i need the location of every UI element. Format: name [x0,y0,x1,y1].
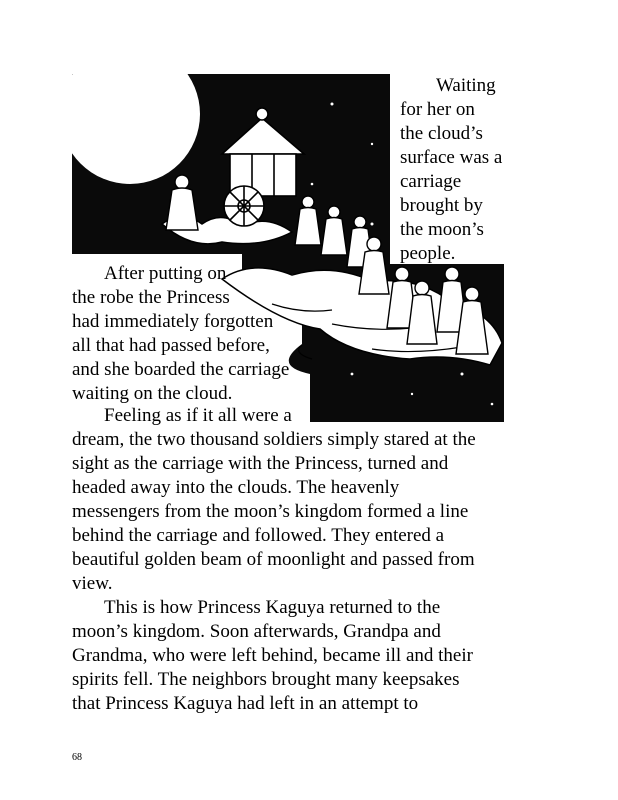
body-line: headed away into the clouds. The heavenly [72,477,400,498]
right-column-line: Waiting [436,75,496,96]
right-column-line: for her on [400,99,475,120]
left-column-line: the robe the Princess [72,287,230,308]
right-column-line: brought by [400,195,483,216]
body-line: spirits fell. The neighbors brought many keepsakes [72,669,460,690]
page-number: 68 [72,752,82,763]
right-column-line: the cloud’s [400,123,483,144]
left-column-line: all that had passed before, [72,335,270,356]
right-column-line: people. [400,243,456,264]
body-line: messengers from the moon’s kingdom formed a line [72,501,469,522]
body-line: behind the carriage and followed. They entered a [72,525,445,546]
body-line: Grandma, who were left behind, became ill and their [72,645,473,666]
right-column-line: carriage [400,171,462,192]
body-line: dream, the two thousand soldiers simply stared at the [72,429,476,450]
body-line: view. [72,573,113,594]
body-line: beautiful golden beam of moonlight and passed from [72,549,475,570]
left-column-line: had immediately forgotten [72,311,274,332]
body-line: moon’s kingdom. Soon afterwards, Grandpa and [72,621,441,642]
body-line: sight as the carriage with the Princess, turned and [72,453,449,474]
right-column-line: surface was a [400,147,503,168]
left-column-line: After putting on [104,263,227,284]
right-column-line: the moon’s [400,219,484,240]
left-column-line: and she boarded the carriage [72,359,290,380]
left-column-line: Feeling as if it all were a [104,405,292,426]
body-line: This is how Princess Kaguya returned to the [104,597,441,618]
body-line: that Princess Kaguya had left in an attempt to [72,693,419,714]
left-column-line: waiting on the cloud. [72,383,233,404]
